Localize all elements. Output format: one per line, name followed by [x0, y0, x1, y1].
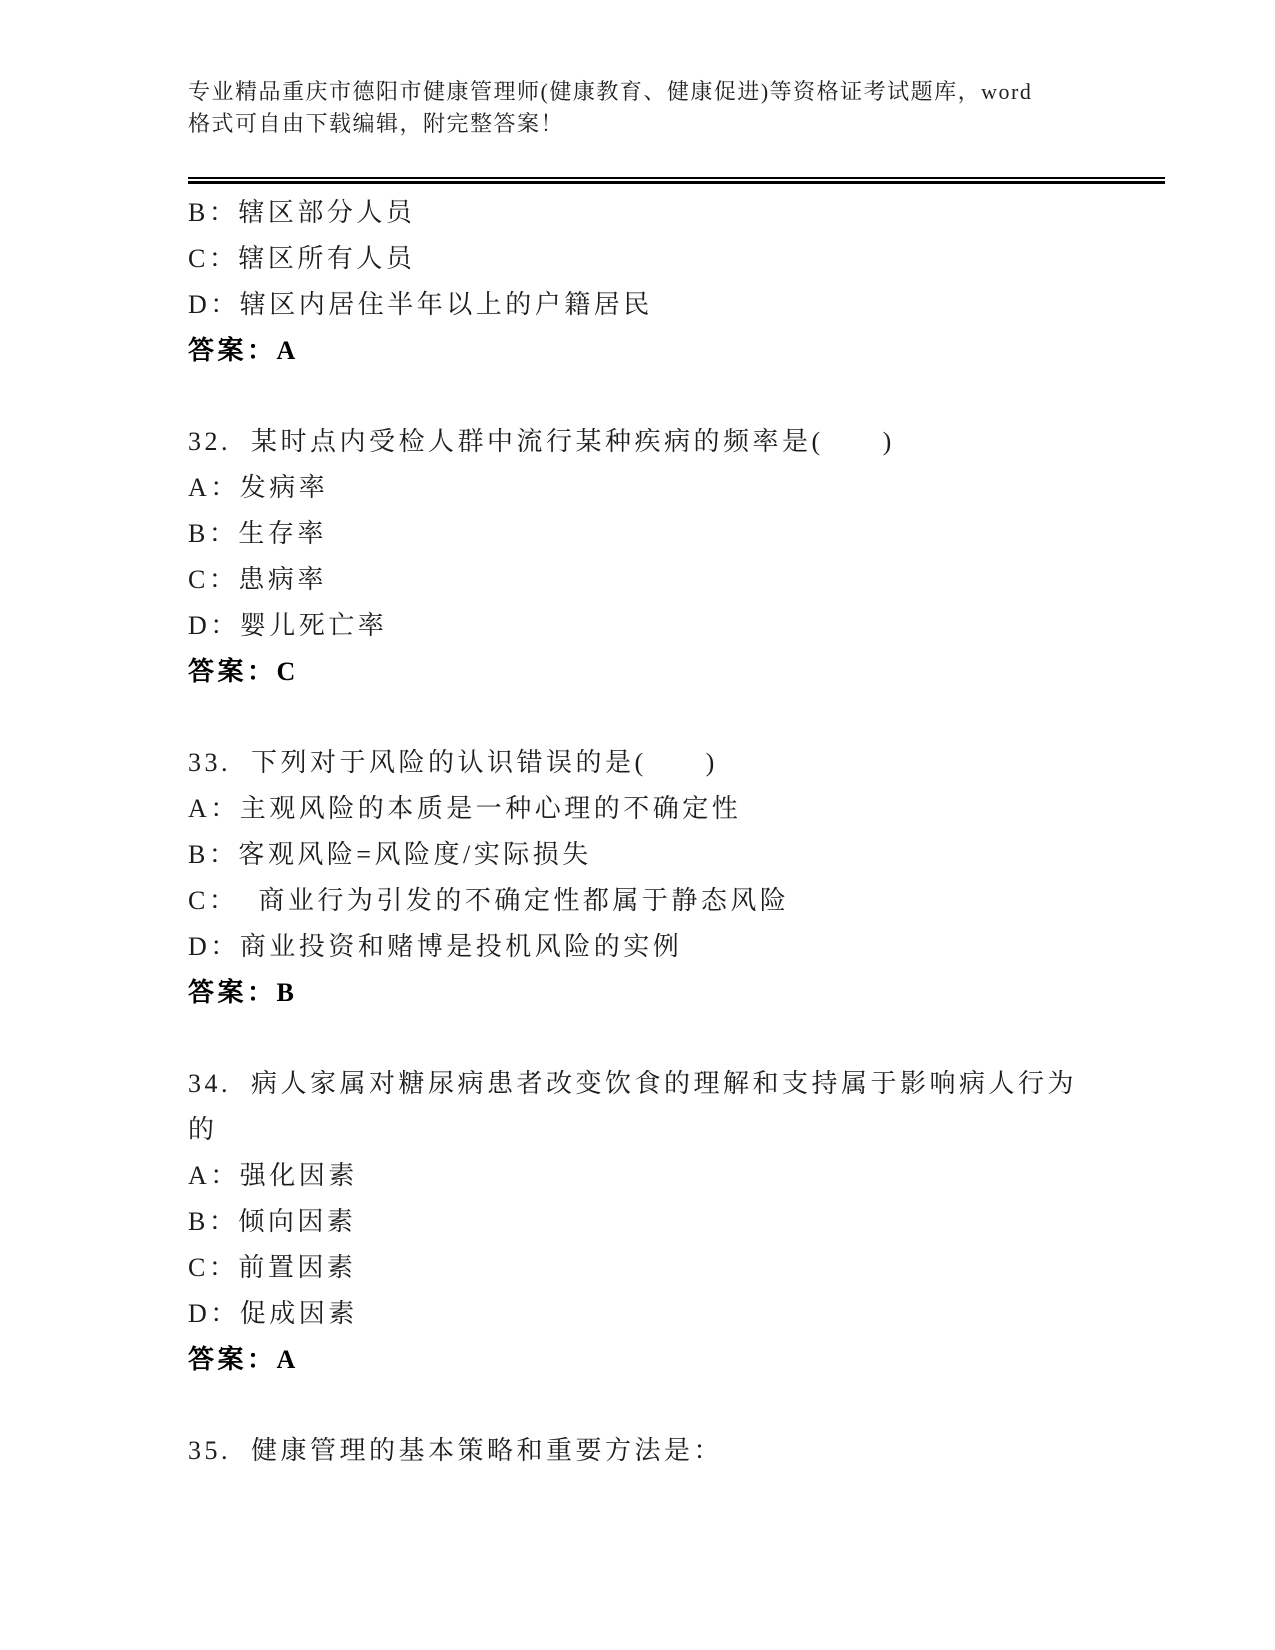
question-31-remainder [188, 190, 1165, 374]
question-stem: 33. 下列对于风险的认识错误的是( ) [188, 748, 718, 777]
header-line-1: 专业精品重庆市德阳市健康管理师(健康教育、健康促进)等资格证考试题库，word [188, 79, 1033, 104]
question-35 [188, 1428, 1165, 1474]
option-b: B：辖区部分人员 [188, 198, 416, 227]
page-content [188, 76, 1165, 1474]
option-d: D：商业投资和赌博是投机风险的实例 [188, 932, 683, 961]
option-b: B：客观风险=风险度/实际损失 [188, 840, 592, 869]
option-b: B：生存率 [188, 519, 327, 548]
answer-line: 答案：A [188, 336, 299, 365]
option-d: D：促成因素 [188, 1299, 358, 1328]
answer-line: 答案：A [188, 1345, 299, 1374]
question-32 [188, 419, 1165, 695]
option-c: C： 商业行为引发的不确定性都属于静态风险 [188, 886, 790, 915]
option-d: D：辖区内居住半年以上的户籍居民 [188, 290, 653, 319]
option-c: C：辖区所有人员 [188, 244, 416, 273]
answer-line: 答案：B [188, 978, 298, 1007]
option-c: C：患病率 [188, 565, 327, 594]
option-a: A：强化因素 [188, 1161, 358, 1190]
question-stem-line-2: 的 [188, 1115, 218, 1144]
option-c: C：前置因素 [188, 1253, 357, 1282]
answer-line: 答案：C [188, 657, 299, 686]
question-stem-line-1: 34. 病人家属对糖尿病患者改变饮食的理解和支持属于影响病人行为 [188, 1069, 1078, 1098]
option-d: D：婴儿死亡率 [188, 611, 388, 640]
option-a: A：主观风险的本质是一种心理的不确定性 [188, 794, 742, 823]
header-divider-double-rule [188, 177, 1165, 184]
question-stem: 35. 健康管理的基本策略和重要方法是： [188, 1436, 724, 1465]
option-a: A：发病率 [188, 473, 329, 502]
question-stem: 32. 某时点内受检人群中流行某种疾病的频率是( ) [188, 427, 895, 456]
question-33 [188, 740, 1165, 1016]
document-body [188, 190, 1165, 1474]
question-34 [188, 1061, 1165, 1383]
page-header [188, 76, 1165, 140]
option-b: B：倾向因素 [188, 1207, 357, 1236]
header-line-2: 格式可自由下载编辑，附完整答案！ [188, 111, 565, 136]
